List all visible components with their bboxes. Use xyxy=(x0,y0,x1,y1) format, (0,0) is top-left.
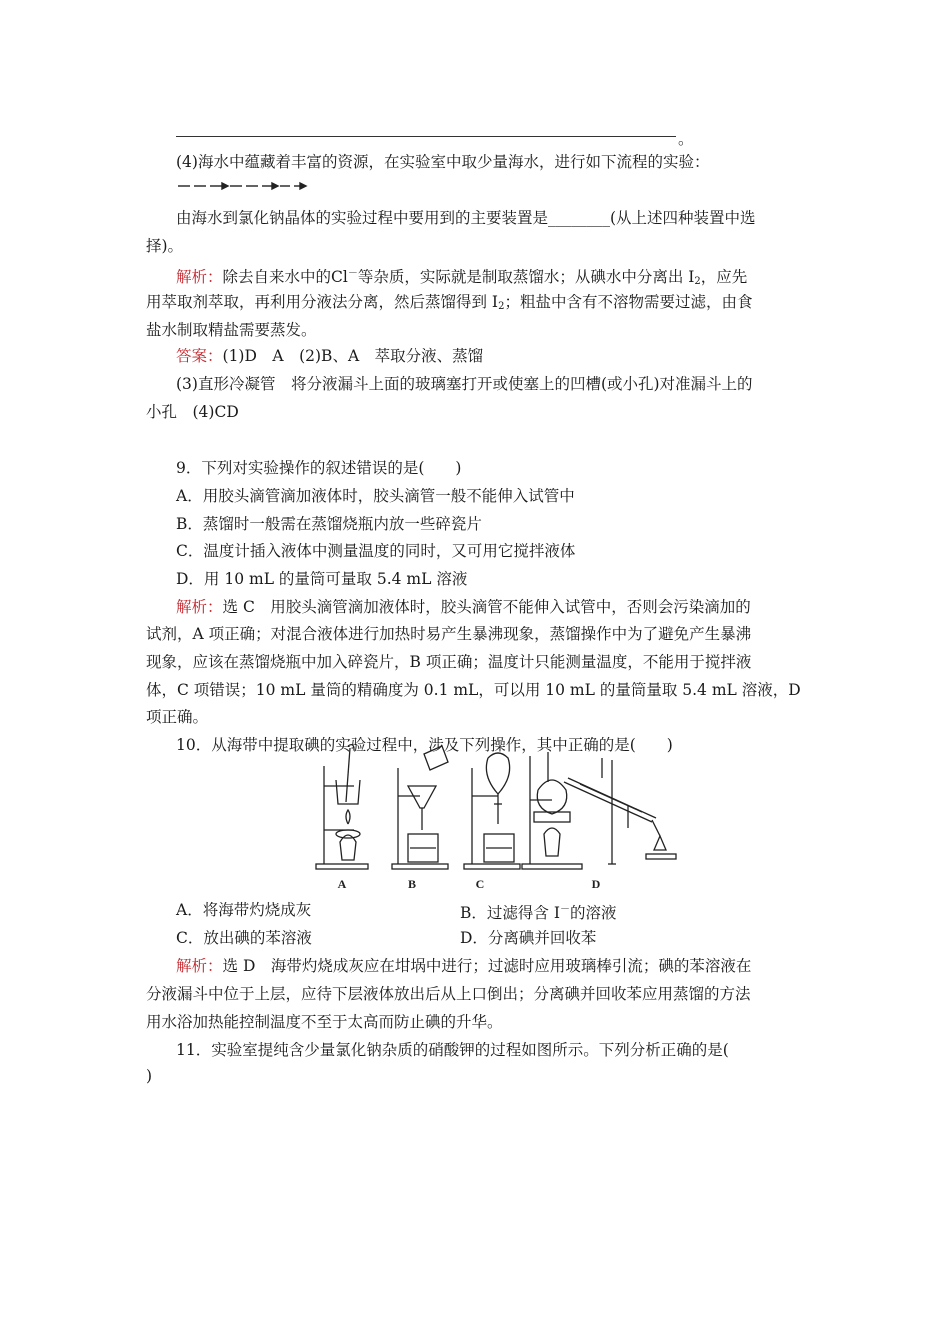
q8-analysis-line-1: 解析：除去自来水中的Cl－等杂质，实际就是制取蒸馏水；从碘水中分离出 $I_2$，应先 xyxy=(176,268,748,287)
q10-option-c: C．放出碘的苯溶液 xyxy=(176,929,312,947)
q8-analysis-line-2: 用萃取剂萃取，再利用分液法分离，然后蒸馏得到 $I_2$；粗盐中含有不溶物需要过滤，由食 xyxy=(146,293,753,312)
q8-analysis-line-3: 盐水制取精盐需要蒸发。 xyxy=(146,321,317,339)
flow-arrows xyxy=(178,180,308,192)
analysis-label: 解析： xyxy=(176,957,223,975)
q10-option-d: D．分离碘并回收苯 xyxy=(460,929,597,947)
q8-answer-line-3: 小孔 (4)CD xyxy=(146,403,239,421)
end-mark: 。 xyxy=(678,130,694,148)
q10-stem: 10．从海带中提取碘的实验过程中，涉及下列操作，其中正确的是( ) xyxy=(176,736,673,754)
q11-stem-cont: ) xyxy=(146,1067,153,1085)
q10-option-a: A．将海带灼烧成灰 xyxy=(176,901,312,919)
q8-answer-line-2: (3)直形冷凝管 将分液漏斗上面的玻璃塞打开或使塞上的凹槽(或小孔)对准漏斗上的 xyxy=(176,375,753,393)
q9-analysis-line-3: 现象，应该在蒸馏烧瓶中加入碎瓷片，B 项正确；温度计只能测量温度，不能用于搅拌液 xyxy=(146,653,752,671)
q9-analysis-line-1: 解析：选 C 用胶头滴管滴加液体时，胶头滴管不能伸入试管中，否则会污染滴加的 xyxy=(176,598,751,616)
apparatus-d-drawing xyxy=(522,752,676,869)
figure-label-c: C xyxy=(475,877,485,891)
q9-option-c: C．温度计插入液体中测量温度的同时，又可用它搅拌液体 xyxy=(176,542,576,560)
analysis-label: 解析： xyxy=(176,268,223,286)
q9-analysis-line-5: 项正确。 xyxy=(146,708,209,726)
figure-label-d: D xyxy=(591,877,601,891)
figure-label-b: B xyxy=(407,877,417,891)
apparatus-figure xyxy=(312,738,684,894)
answer-label: 答案： xyxy=(176,347,223,365)
answer-blank-line xyxy=(176,136,676,137)
q9-option-d: D．用 10 mL 的量筒可量取 5.4 mL 溶液 xyxy=(176,570,468,588)
q10-option-b: B．过滤得含 I－的溶液 xyxy=(460,904,617,922)
q10-analysis-line-1: 解析：选 D 海带灼烧成灰应在坩埚中进行；过滤时应用玻璃棒引流；碘的苯溶液在 xyxy=(176,957,752,975)
figure-label-a: A xyxy=(337,877,347,891)
q8-part4-question-cont: 择)。 xyxy=(146,237,184,255)
q8-part4-question: 由海水到氯化钠晶体的实验过程中要用到的主要装置是________(从上述四种装置中选 xyxy=(176,209,756,227)
apparatus-b-drawing xyxy=(392,746,448,869)
q9-option-b: B．蒸馏时一般需在蒸馏烧瓶内放一些碎瓷片 xyxy=(176,515,482,533)
q11-stem: 11．实验室提纯含少量氯化钠杂质的硝酸钾的过程如图所示。下列分析正确的是( xyxy=(176,1041,729,1059)
apparatus-a-drawing xyxy=(316,745,368,869)
apparatus-c-drawing xyxy=(464,753,520,869)
q10-analysis-line-2: 分液漏斗中位于上层，应待下层液体放出后从上口倒出；分离碘并回收苯应用蒸馏的方法 xyxy=(146,985,751,1003)
q9-analysis-line-4: 体，C 项错误；10 mL 量筒的精确度为 0.1 mL，可以用 10 mL 的量筒量取 5.4 mL 溶液，D xyxy=(146,681,801,699)
q9-stem: 9．下列对实验操作的叙述错误的是( ) xyxy=(176,459,462,477)
q9-analysis-line-2: 试剂，A 项正确；对混合液体进行加热时易产生暴沸现象，蒸馏操作中为了避免产生暴沸 xyxy=(146,625,752,643)
q10-analysis-line-3: 用水浴加热能控制温度不至于太高而防止碘的升华。 xyxy=(146,1013,503,1031)
analysis-label: 解析： xyxy=(176,598,223,616)
q8-part4: (4)海水中蕴藏着丰富的资源，在实验室中取少量海水，进行如下流程的实验： xyxy=(176,153,710,171)
q9-option-a: A．用胶头滴管滴加液体时，胶头滴管一般不能伸入试管中 xyxy=(176,487,575,505)
q8-answer-line-1: 答案：(1)D A (2)B、A 萃取分液、蒸馏 xyxy=(176,347,484,365)
